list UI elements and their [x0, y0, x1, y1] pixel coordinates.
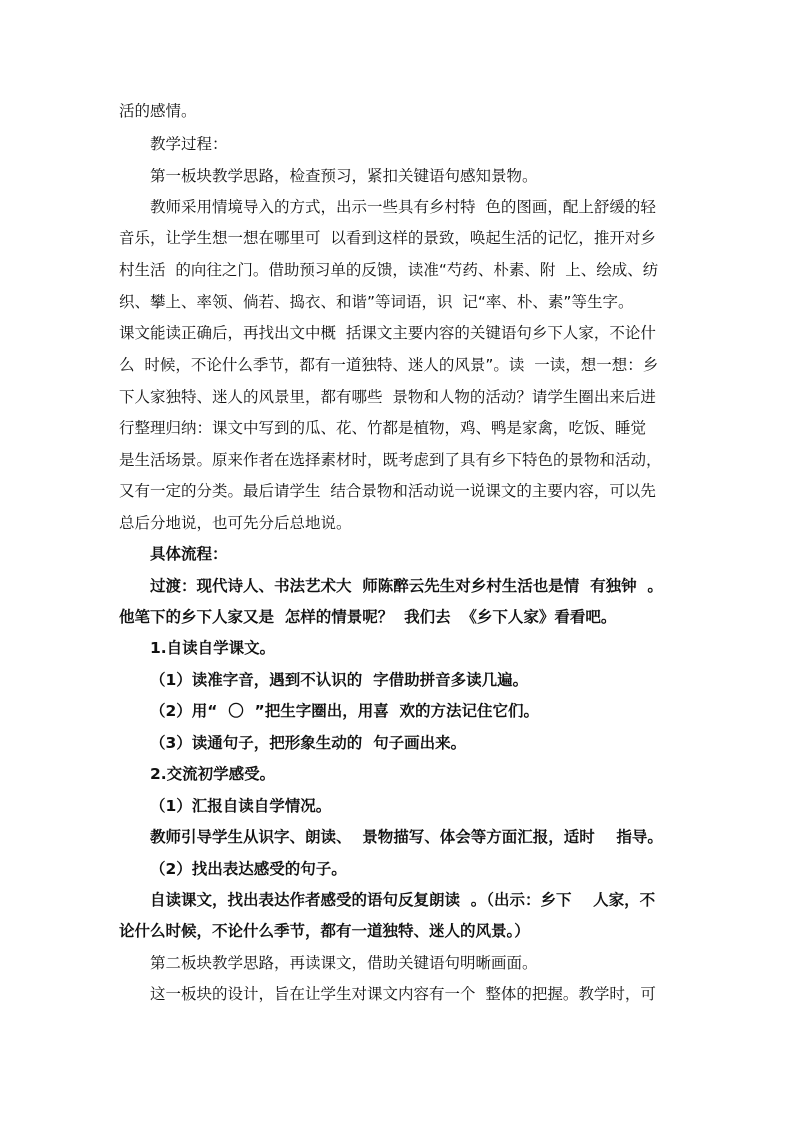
list-item: （1）读准字音，遇到不认识的 字借助拼音多读几遍。 — [150, 671, 529, 689]
text-line: 他笔下的乡下人家又是 怎样的情景呢？ 我们去 《乡下人家》看看吧。 — [119, 608, 617, 626]
text-line: 活的感情。 — [119, 102, 197, 120]
text-line: 课文能读正确后，再找出文中概 括课文主要内容的关键语句乡下人家，不论什 — [119, 324, 656, 342]
text-line: 下人家独特、迷人的风景里，都有哪些 景物和人物的活动？请学生圈出来后进 — [119, 388, 656, 406]
list-item: （2）找出表达感受的句子。 — [150, 860, 347, 878]
text-line: 第二板块教学思路，再读课文，借助关键语句明晰画面。 — [150, 954, 538, 972]
text-line: 是生活场景。原来作者在选择素材时，既考虑到了具有乡下特色的景物和活动， — [119, 451, 662, 469]
text-line: 么 时候，不论什么季节，都有一道独特、迷人的风景”。读 一读，想一想：乡 — [119, 356, 659, 374]
text-line: 第一板块教学思路，检查预习，紧扣关键语句感知景物。 — [150, 167, 538, 185]
section-heading: 具体流程： — [150, 545, 228, 563]
text-line: 又有一定的分类。最后请学生 结合景物和活动说一说课文的主要内容，可以先 — [119, 482, 656, 500]
text-line: 教师引导学生从识字、朗读、 景物描写、体会等方面汇报，适时 指导。 — [150, 828, 663, 846]
text-line: 行整理归纳：课文中写到的瓜、花、竹都是植物，鸡、鸭是家禽，吃饭、睡觉 — [119, 419, 647, 437]
text-line: 音乐，让学生想一想在哪里可 以看到这样的景致，唤起生活的记忆，推开对乡 — [119, 229, 656, 247]
list-item: 2.交流初学感受。 — [150, 765, 276, 783]
text-line: 织、攀上、率领、倘若、捣衣、和谐”等词语，识 记“率、朴、素”等生字。 — [119, 293, 634, 311]
list-item: 1.自读自学课文。 — [150, 639, 276, 657]
text-line: 过渡：现代诗人、书法艺术大 师陈醉云先生对乡村生活也是情 有独钟 。 — [150, 577, 663, 595]
list-item: （2）用“ 〇 ”把生字圈出，用喜 欢的方法记住它们。 — [150, 702, 540, 720]
text-line: 总后分地说，也可先分后总地说。 — [119, 514, 352, 532]
text-line: 村生活 的向往之门。借助预习单的反馈，读准“芍药、朴素、附 上、绘成、纺 — [119, 261, 659, 279]
text-line: 教师采用情境导入的方式，出示一些具有乡村特 色的图画，配上舒缓的轻 — [150, 198, 656, 216]
text-line: 论什么时候，不论什么季节，都有一道独特、迷人的风景。） — [119, 922, 530, 940]
list-item: （1）汇报自读自学情况。 — [150, 797, 332, 815]
list-item: （3）读通句子，把形象生动的 句子画出来。 — [150, 734, 467, 752]
section-heading: 教学过程： — [150, 135, 228, 153]
text-line: 这一板块的设计，旨在让学生对课文内容有一个 整体的把握。教学时，可 — [150, 985, 656, 1003]
text-line: 自读课文，找出表达作者感受的语句反复朗读 。（出示：乡下 人家，不 — [150, 891, 656, 909]
